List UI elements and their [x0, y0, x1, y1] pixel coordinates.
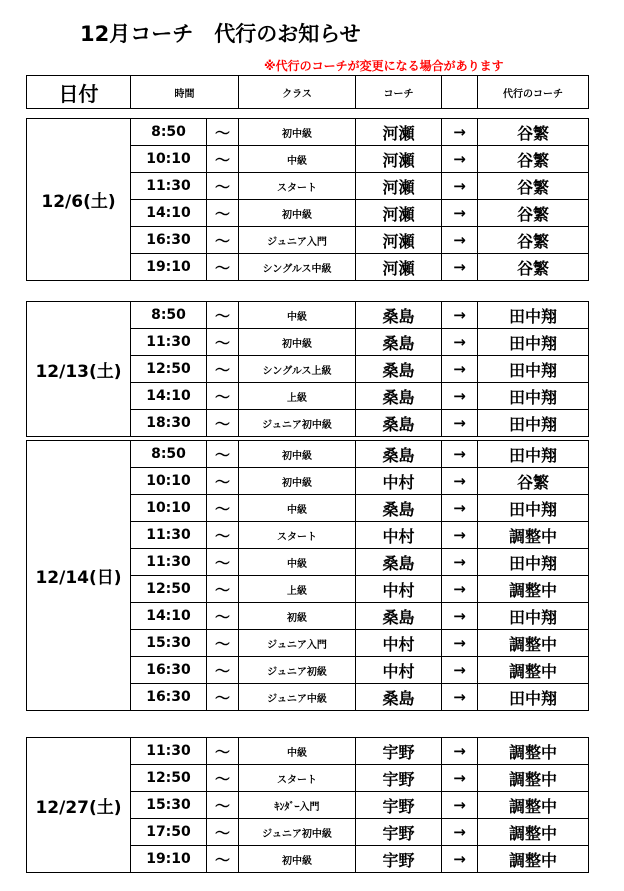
sub-coach-cell: 調整中: [478, 738, 589, 765]
coach-cell: 河瀬: [356, 200, 442, 227]
tilde-cell: ～: [207, 173, 239, 200]
coach-cell: 桑島: [356, 302, 442, 329]
arrow-cell: →: [442, 410, 478, 437]
sub-coach-cell: 調整中: [478, 765, 589, 792]
tilde-cell: ～: [207, 549, 239, 576]
sub-coach-cell: 田中翔: [478, 302, 589, 329]
sub-coach-cell: 調整中: [478, 846, 589, 873]
arrow-cell: →: [442, 549, 478, 576]
arrow-cell: →: [442, 119, 478, 146]
sub-coach-cell: 谷繁: [478, 254, 589, 281]
table-row: [27, 738, 589, 765]
arrow-cell: →: [442, 792, 478, 819]
coach-cell: 桑島: [356, 441, 442, 468]
time-cell: 16:30: [131, 684, 207, 711]
time-cell: 17:50: [131, 819, 207, 846]
sub-coach-cell: 谷繁: [478, 468, 589, 495]
class-cell: ｷﾝﾀﾞｰ入門: [239, 792, 356, 819]
header-coach: コーチ: [356, 76, 442, 109]
header-sub-coach: 代行のコーチ: [478, 76, 589, 109]
tilde-cell: ～: [207, 356, 239, 383]
arrow-cell: →: [442, 173, 478, 200]
coach-cell: 中村: [356, 576, 442, 603]
time-cell: 16:30: [131, 227, 207, 254]
class-cell: 初中級: [239, 468, 356, 495]
coach-cell: 河瀬: [356, 254, 442, 281]
sub-coach-cell: 調整中: [478, 522, 589, 549]
sub-coach-cell: 調整中: [478, 630, 589, 657]
coach-cell: 宇野: [356, 792, 442, 819]
arrow-cell: →: [442, 495, 478, 522]
tilde-cell: ～: [207, 522, 239, 549]
arrow-cell: →: [442, 576, 478, 603]
sub-coach-cell: 田中翔: [478, 549, 589, 576]
tilde-cell: ～: [207, 383, 239, 410]
arrow-cell: →: [442, 630, 478, 657]
class-cell: 中級: [239, 549, 356, 576]
time-cell: 14:10: [131, 383, 207, 410]
arrow-cell: →: [442, 657, 478, 684]
sub-coach-cell: 田中翔: [478, 441, 589, 468]
time-cell: 19:10: [131, 846, 207, 873]
tilde-cell: ～: [207, 227, 239, 254]
time-cell: 14:10: [131, 603, 207, 630]
tilde-cell: ～: [207, 738, 239, 765]
tilde-cell: ～: [207, 441, 239, 468]
tilde-cell: ～: [207, 819, 239, 846]
sub-coach-cell: 谷繁: [478, 146, 589, 173]
class-cell: 初中級: [239, 329, 356, 356]
coach-cell: 中村: [356, 522, 442, 549]
sub-coach-cell: 田中翔: [478, 329, 589, 356]
coach-cell: 桑島: [356, 549, 442, 576]
time-cell: 11:30: [131, 738, 207, 765]
arrow-cell: →: [442, 302, 478, 329]
tilde-cell: ～: [207, 765, 239, 792]
time-cell: 11:30: [131, 329, 207, 356]
arrow-cell: →: [442, 441, 478, 468]
coach-cell: 桑島: [356, 684, 442, 711]
arrow-cell: →: [442, 765, 478, 792]
arrow-cell: →: [442, 356, 478, 383]
class-cell: 上級: [239, 576, 356, 603]
coach-cell: 桑島: [356, 329, 442, 356]
sub-coach-cell: 田中翔: [478, 495, 589, 522]
coach-cell: 河瀬: [356, 119, 442, 146]
sub-coach-cell: 田中翔: [478, 410, 589, 437]
class-cell: 初中級: [239, 846, 356, 873]
arrow-cell: →: [442, 603, 478, 630]
class-cell: 中級: [239, 495, 356, 522]
arrow-cell: →: [442, 146, 478, 173]
sub-coach-cell: 田中翔: [478, 356, 589, 383]
tilde-cell: ～: [207, 495, 239, 522]
header-class: クラス: [239, 76, 356, 109]
date-cell: 12/14(日): [27, 441, 131, 711]
date-cell: 12/27(土): [27, 738, 131, 873]
schedule-block: [26, 118, 589, 281]
tilde-cell: ～: [207, 657, 239, 684]
tilde-cell: ～: [207, 146, 239, 173]
coach-cell: 中村: [356, 468, 442, 495]
tilde-cell: ～: [207, 603, 239, 630]
class-cell: シングルス中級: [239, 254, 356, 281]
sub-coach-cell: 谷繁: [478, 173, 589, 200]
header-arrow-col: [442, 76, 478, 109]
sub-coach-cell: 田中翔: [478, 383, 589, 410]
coach-cell: 中村: [356, 657, 442, 684]
tilde-cell: ～: [207, 200, 239, 227]
sub-coach-cell: 調整中: [478, 819, 589, 846]
coach-cell: 桑島: [356, 410, 442, 437]
table-row: [27, 441, 589, 468]
sub-coach-cell: 田中翔: [478, 603, 589, 630]
time-cell: 12:50: [131, 765, 207, 792]
class-cell: 初中級: [239, 119, 356, 146]
page-title: 12月コーチ 代行のお知らせ: [80, 22, 361, 46]
sub-coach-cell: 調整中: [478, 792, 589, 819]
class-cell: ジュニア入門: [239, 630, 356, 657]
sub-coach-cell: 谷繁: [478, 119, 589, 146]
class-cell: 中級: [239, 146, 356, 173]
class-cell: 初中級: [239, 441, 356, 468]
header-date: 日付: [27, 76, 131, 109]
coach-cell: 宇野: [356, 846, 442, 873]
table-row: [27, 302, 589, 329]
tilde-cell: ～: [207, 576, 239, 603]
coach-cell: 河瀬: [356, 227, 442, 254]
class-cell: 初級: [239, 603, 356, 630]
coach-cell: 宇野: [356, 738, 442, 765]
time-cell: 14:10: [131, 200, 207, 227]
coach-cell: 河瀬: [356, 173, 442, 200]
time-cell: 10:10: [131, 495, 207, 522]
class-cell: ジュニア初級: [239, 657, 356, 684]
time-cell: 11:30: [131, 522, 207, 549]
class-cell: スタート: [239, 173, 356, 200]
time-cell: 10:10: [131, 146, 207, 173]
class-cell: 中級: [239, 738, 356, 765]
sub-coach-cell: 谷繁: [478, 227, 589, 254]
arrow-cell: →: [442, 383, 478, 410]
arrow-cell: →: [442, 468, 478, 495]
class-cell: ジュニア初中級: [239, 410, 356, 437]
class-cell: 中級: [239, 302, 356, 329]
arrow-cell: →: [442, 846, 478, 873]
sub-coach-cell: 谷繁: [478, 200, 589, 227]
date-cell: 12/6(土): [27, 119, 131, 281]
time-cell: 12:50: [131, 576, 207, 603]
coach-cell: 河瀬: [356, 146, 442, 173]
tilde-cell: ～: [207, 329, 239, 356]
coach-cell: 桑島: [356, 603, 442, 630]
class-cell: シングルス上級: [239, 356, 356, 383]
class-cell: スタート: [239, 522, 356, 549]
time-cell: 11:30: [131, 173, 207, 200]
time-cell: 8:50: [131, 441, 207, 468]
time-cell: 16:30: [131, 657, 207, 684]
time-cell: 11:30: [131, 549, 207, 576]
sub-coach-cell: 田中翔: [478, 684, 589, 711]
time-cell: 10:10: [131, 468, 207, 495]
class-cell: 上級: [239, 383, 356, 410]
arrow-cell: →: [442, 684, 478, 711]
arrow-cell: →: [442, 254, 478, 281]
time-cell: 12:50: [131, 356, 207, 383]
tilde-cell: ～: [207, 119, 239, 146]
arrow-cell: →: [442, 227, 478, 254]
schedule-block: [26, 301, 589, 437]
arrow-cell: →: [442, 819, 478, 846]
class-cell: ジュニア中級: [239, 684, 356, 711]
time-cell: 18:30: [131, 410, 207, 437]
class-cell: 初中級: [239, 200, 356, 227]
time-cell: 15:30: [131, 792, 207, 819]
coach-cell: 桑島: [356, 495, 442, 522]
sub-coach-cell: 調整中: [478, 576, 589, 603]
table-row: [27, 119, 589, 146]
tilde-cell: ～: [207, 468, 239, 495]
time-cell: 8:50: [131, 302, 207, 329]
tilde-cell: ～: [207, 684, 239, 711]
sub-coach-cell: 調整中: [478, 657, 589, 684]
coach-cell: 宇野: [356, 819, 442, 846]
tilde-cell: ～: [207, 302, 239, 329]
coach-cell: 桑島: [356, 383, 442, 410]
coach-cell: 宇野: [356, 765, 442, 792]
tilde-cell: ～: [207, 792, 239, 819]
time-cell: 19:10: [131, 254, 207, 281]
header-time: 時間: [131, 76, 239, 109]
date-cell: 12/13(土): [27, 302, 131, 437]
change-notice: ※代行のコーチが変更になる場合があります: [264, 59, 504, 73]
header-table: [26, 75, 589, 109]
coach-cell: 中村: [356, 630, 442, 657]
arrow-cell: →: [442, 200, 478, 227]
tilde-cell: ～: [207, 846, 239, 873]
tilde-cell: ～: [207, 254, 239, 281]
class-cell: ジュニア初中級: [239, 819, 356, 846]
time-cell: 8:50: [131, 119, 207, 146]
schedule-block: [26, 440, 589, 711]
arrow-cell: →: [442, 738, 478, 765]
coach-cell: 桑島: [356, 356, 442, 383]
arrow-cell: →: [442, 329, 478, 356]
class-cell: ジュニア入門: [239, 227, 356, 254]
arrow-cell: →: [442, 522, 478, 549]
class-cell: スタート: [239, 765, 356, 792]
tilde-cell: ～: [207, 410, 239, 437]
time-cell: 15:30: [131, 630, 207, 657]
schedule-block: [26, 737, 589, 873]
tilde-cell: ～: [207, 630, 239, 657]
